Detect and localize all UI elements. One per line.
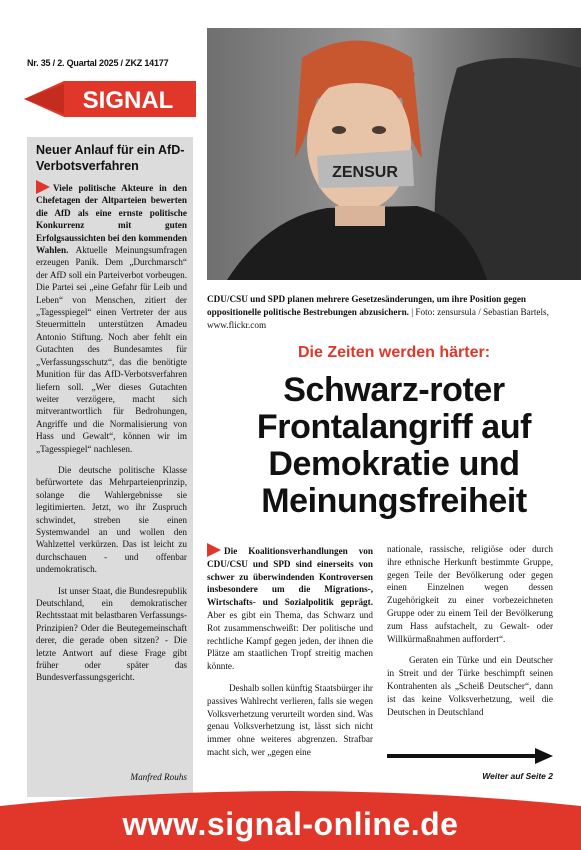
sidebar-paragraph-1 [36,180,187,455]
article-kicker: Die Zeiten werden härter: [297,344,491,361]
sidebar-paragraph-2: Die deutsche politische Klasse befürwortete das Mehrparteienprinzip, solange die Wahlergebnisse sie legitimierten. Jetzt, wo ihr Zuspruch schwindet, streben sie einen Systemwandel an und wollen den Wahlzettel verkürzen. Das ist leicht zu durchschauen - und offenbar undemokratisch. [36,464,187,575]
issue-line: Nr. 35 / 2. Quartal 2025 / ZKZ 14177 [27,58,169,68]
sidebar-lead: Viele politische Akteure in den Chefetagen der Altparteien bewerten die AfD als eine ernste politische Konkurrenz mit guten Erfolgsaussichten bei den kommenden Wahlen. [36,183,187,256]
signal-logo [24,77,198,121]
logo-text: SIGNAL [82,87,174,114]
column-1-paragraph-2: Deshalb sollen künftig Staatsbürger ihr passives Wahlrecht verlieren, falls sie wegen Volksverhetzung verurteilt worden sind. Was genau Volksverhetzung ist, lässt sich nicht immer ohne weiteres abgrenzen. Strafbar macht sich, wer „gegen eine [207,682,373,757]
zensur-sign-text: ZENSUR [332,164,398,181]
sidebar-author: Manfred Rouhs [130,772,187,782]
sidebar-paragraph-3: Ist unser Staat, die Bundesrepublik Deutschland, ein demokratischer Rechtsstaat mit belastbaren Verfassungs-Prinzipien? Oder die Beutegemeinschaft derer, die gerade oben sitzen? - Die letzte Antwort auf diese Frage gibt früher oder später das Bundesverfassungsgericht. [36,585,187,683]
sidebar-title: Neuer Anlauf für ein AfD-Verbotsverfahren [36,143,185,173]
article-col1-rest: Aber es gibt ein Thema, das Schwarz und Rot zusammenschweißt: Der politische und rechtliche Kampf gegen jeden, der ihnen die Plätze am staatlichen Tropf streitig machen könnte. [207,609,373,672]
sidebar-p1-rest: Aktuelle Meinungsumfragen erzeugen Panik. Dem „Durchmarsch“ der AfD soll ein Parteiverbot vorbeugen. Die Partei sei „eine Gefahr für Leib und Leben“ von Menschen, zitiert der „Tagesspiegel“ einen Vertreter der aus Steuermitteln unterstützen Amadeu Antonio Stiftung. Noch aber fehlt ein Gutachten des Bundesamtes für „Verfassungsschutz“, das die benötigte Munition für das AfD-Verbotsverfahren liefern soll. „Wer dieses Gutachten weiter verzögere, macht sich mitverantwortlich für Bedrohungen, Angriffe und die Normalisierung von Hass und Gewalt“, können wir im „Tagesspiegel“ nachlesen. [36,245,187,454]
lead-arrow-icon [36,180,50,194]
column-2-paragraph-2: Geraten ein Türke und ein Deutscher in Streit und der Türke beschimpft seinen Kontrahenten als „Scheiß Deutscher“, dann ist das keine Volksverhetzung, weil die Deutschen in Deutschland [387,655,553,717]
caption-credit: | Foto: zensursula / Sebastian Bartels, www.flickr.com [207,307,549,330]
logo-point-shape [24,84,64,114]
article-headline: Schwarz-roter Frontalangriff auf Demokratie und Meinungsfreiheit [256,371,532,520]
continued-note[interactable]: Weiter auf Seite 2 [482,771,553,781]
article-lead: Die Koalitionsverhandlungen von CDU/CSU und SPD sind einerseits von schwer zu überwindenden Kontroversen insbesondere um die Migrations-, Wirtschafts- und Sozialpolitik geprägt. [207,546,373,608]
footer-url[interactable]: www.signal-online.de [122,806,459,842]
column-1-paragraph-1 [207,543,373,673]
continue-arrow-icon [387,748,553,764]
article-column-1 [207,543,373,768]
column-2-paragraph-1: nationale, rassische, religiöse oder durch ihre ethnische Herkunft bestimmte Gruppe, gegen Teile der Bevölkerung oder gegen einen Einzelnen wegen dessen Zugehörigkeit zu einer vorbezeichneten Gruppe oder zu einem Teil der Bevölkerung zum Hass aufstachelt, zu Gewalt- oder Willkürmaßnahmen auffordert“. [387,544,553,644]
lead-arrow-icon [207,543,221,557]
article-column-2 [387,543,553,727]
photo-caption [207,293,557,332]
sidebar-text [36,180,187,693]
cover-photo [207,28,581,280]
caption-bold: CDU/CSU und SPD planen mehrere Gesetzesänderungen, um ihre Position gegen oppositionelle politische Bestrebungen abzusichern. [207,294,527,317]
